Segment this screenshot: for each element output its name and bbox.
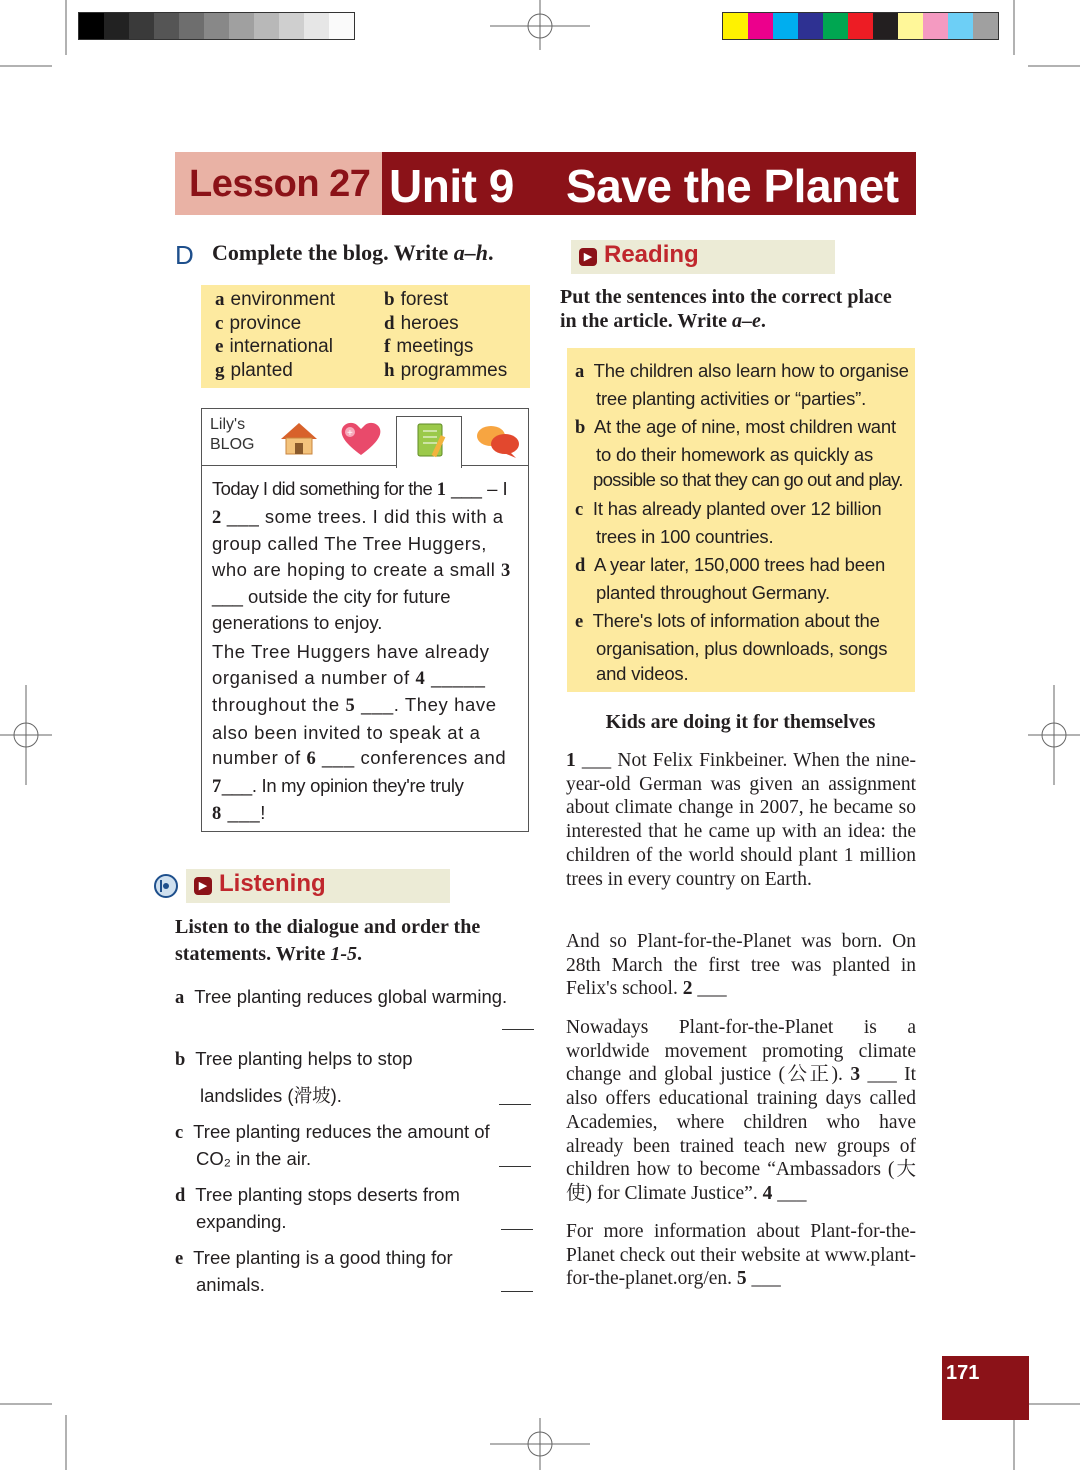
article-paragraph-3: Nowadays Plant-for-the-Planet is a worldwide movement promoting climate change and global justice (公正). 3 ___ It also offers educational training days called Academies, where children who have already been trained teach new groups of children how to become “Ambassadors (大使) for Climate Justice”. 4 ___ (566, 1017, 916, 1204)
svg-text:+: + (347, 428, 353, 439)
listening-statement: c Tree planting reduces the amount of CO₂ in the air. (175, 1121, 490, 1169)
listening-statement: a Tree planting reduces global warming. (175, 986, 508, 1008)
answer-blank[interactable] (499, 1166, 531, 1167)
reading-instruction: Put the sentences into the correct place in the article. Write a–e. (560, 286, 892, 332)
answer-blank[interactable] (502, 1029, 534, 1030)
answer-blank[interactable] (501, 1229, 533, 1230)
blog-paragraph-2: The Tree Huggers have already organised a number of 4 _____ throughout the 5 ___. They have also been invited to speak at a number of 6 ___ conferences and 7___. In my opinion they're truly 8 ___! (212, 641, 507, 824)
answer-blank[interactable] (501, 1291, 533, 1292)
listening-instruction: Listen to the dialogue and order the statements. Write 1-5. (175, 916, 481, 965)
unit-label: Unit 9 (389, 160, 514, 212)
word-bank-item: d heroes (384, 313, 459, 334)
article-paragraph-4: For more information about Plant-for-the-Planet check out their website at www.plant-for-the-planet.org/en. 5 ___ (566, 1221, 916, 1290)
lesson-label: Lesson 27 (189, 163, 371, 205)
page-title: Save the Planet (566, 160, 899, 212)
sentence-item: a The children also learn how to organise tree planting activities or “parties”. (575, 360, 909, 409)
reading-title: Reading (604, 241, 699, 268)
word-bank-item: f meetings (384, 336, 474, 357)
word-bank-item: b forest (384, 289, 449, 310)
sentence-item: c It has already planted over 12 billion trees in 100 countries. (575, 498, 882, 547)
chat-bubbles-icon (474, 422, 522, 460)
section-d-instruction: Complete the blog. Write a–h. (212, 240, 494, 265)
section-d-letter: D (175, 240, 194, 270)
house-icon (278, 420, 320, 458)
sentence-item: e There's lots of information about the organisation, plus downloads, songs and videos. (575, 610, 888, 684)
word-bank-item: a environment (215, 289, 336, 310)
listening-statement: d Tree planting stops deserts from expanding. (175, 1184, 460, 1232)
listening-statement: e Tree planting is a good thing for animals. (175, 1247, 453, 1295)
play-icon: ▶ (579, 248, 597, 266)
listening-statement: b Tree planting helps to stop landslides (滑坡). (175, 1048, 413, 1106)
word-bank-item: c province (215, 313, 302, 334)
word-bank-item: g planted (215, 360, 293, 381)
blog-paragraph-1: Today I did something for the 1 ___ – I 2 ___ some trees. I did this with a group called The Tree Huggers, who are hoping to create a small 3 ___ outside the city for future generations to enjoy. (212, 478, 511, 633)
page-number: 171 (946, 1362, 980, 1384)
word-bank-item: e international (215, 336, 333, 357)
sentence-item: d A year later, 150,000 trees had been planted throughout Germany. (575, 554, 886, 603)
article-paragraph-1: 1 ___ Not Felix Finkbeiner. When the nine-year-old German was given an assignment about climate change in 2007, he became so interested that he came up with an idea: the children of the world should plant 1 million trees in every country on Earth. (566, 750, 916, 890)
article-paragraph-2: And so Plant-for-the-Planet was born. On 28th March the first tree was planted in Felix's school. 2 ___ (566, 931, 916, 1000)
sentence-item: b At the age of nine, most children want to do their homework as quickly as possible so that they can go out and play. (575, 416, 903, 490)
article-title: Kids are doing it for themselves (605, 711, 876, 733)
heart-icon (338, 420, 384, 458)
word-bank-item: h programmes (384, 360, 508, 381)
notebook-icon (410, 421, 450, 461)
answer-blank[interactable] (499, 1104, 531, 1105)
blog-label: Lily's BLOG (210, 416, 255, 453)
cd-icon (154, 873, 178, 899)
play-icon: ▶ (194, 877, 212, 895)
listening-title: Listening (219, 870, 326, 897)
